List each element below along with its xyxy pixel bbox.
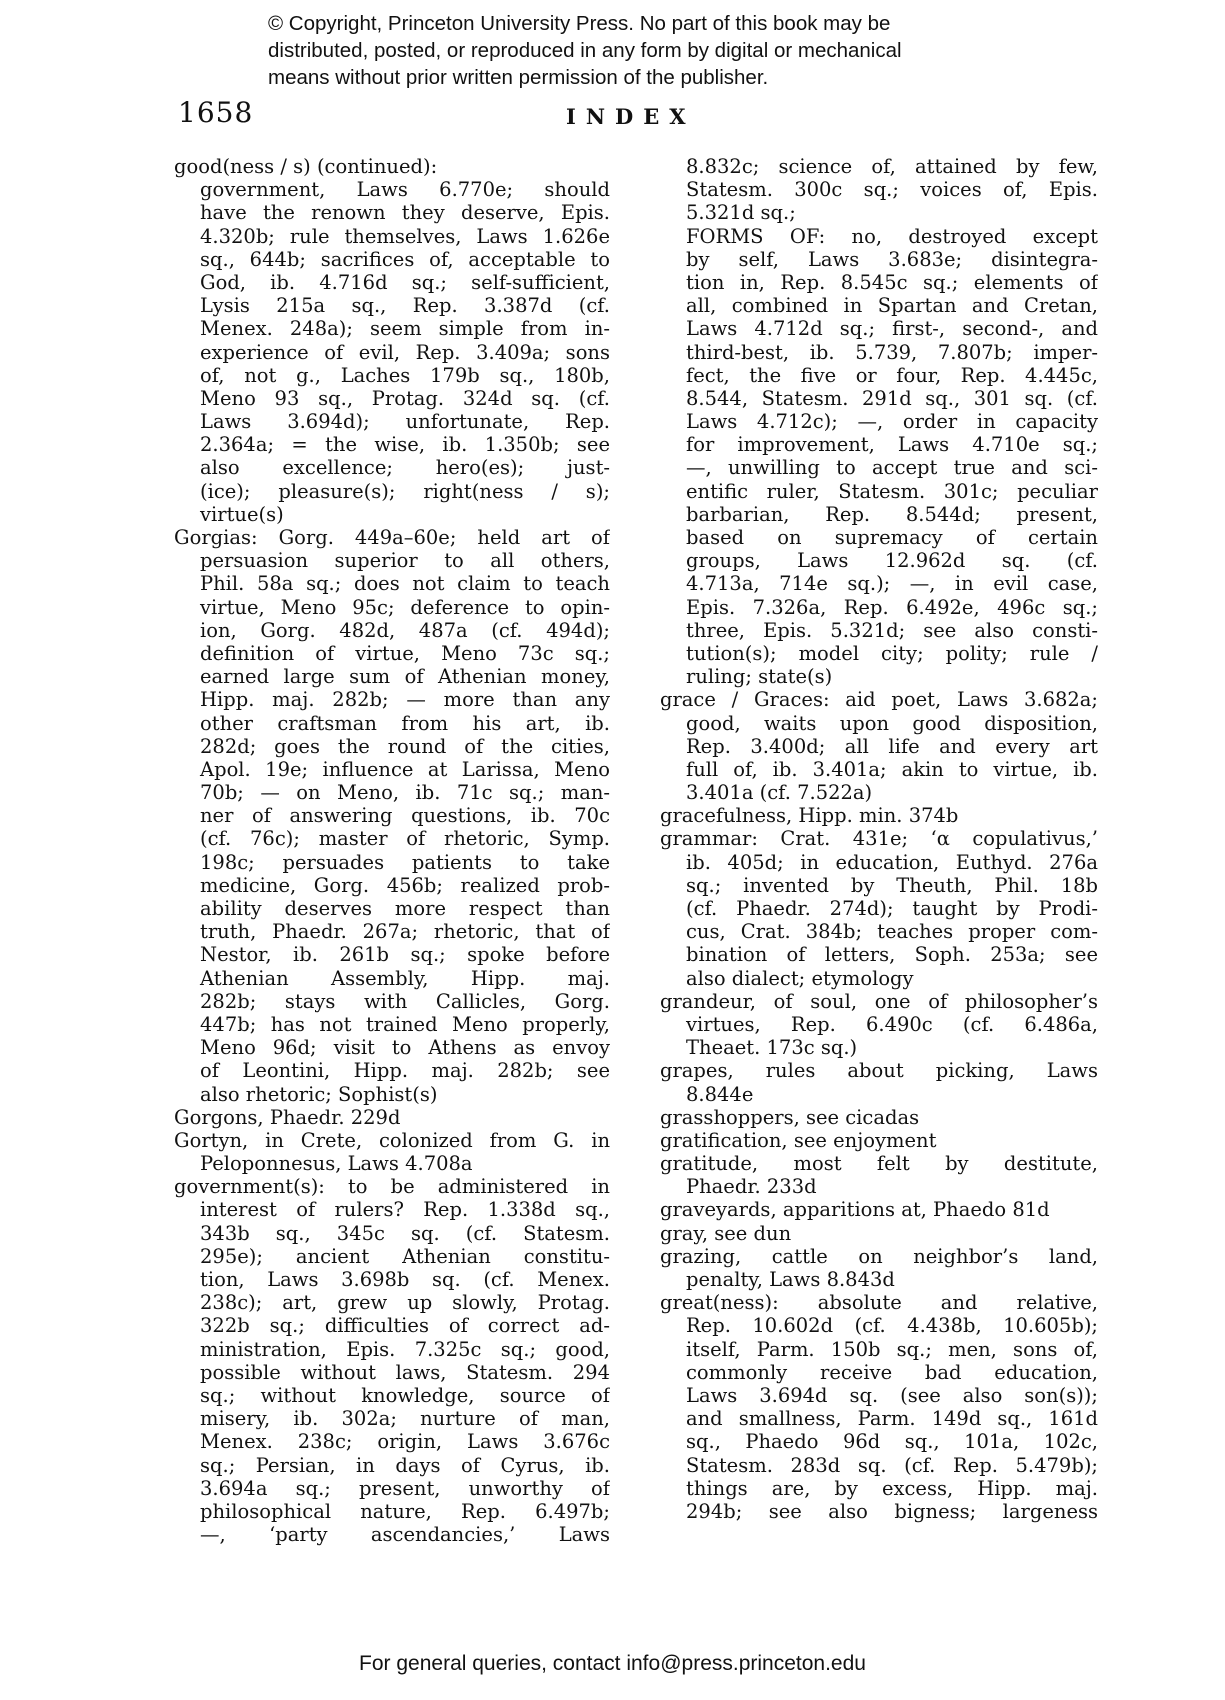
index-line: Menex. 238c; origin, Laws 3.676c [200, 1430, 610, 1454]
index-line: 295e); ancient Athenian constitu- [200, 1244, 610, 1268]
index-line: sq.; invented by Theuth, Phil. 18b [686, 873, 1098, 897]
index-line: tion in, Rep. 8.545c sq.; elements of [686, 270, 1098, 294]
index-line: also dialect; etymology [686, 966, 914, 990]
index-line: also excellence; hero(es); just- [200, 456, 610, 480]
index-line: Statesm. 300c sq.; voices of, Epis. [686, 178, 1098, 202]
index-line: things are, by excess, Hipp. maj. [686, 1476, 1098, 1500]
index-line: barbarian, Rep. 8.544d; present, [686, 502, 1098, 526]
index-line: Laws 3.694d sq. (see also son(s)); [686, 1383, 1098, 1407]
index-line: —, ‘party ascendancies,’ Laws [200, 1523, 610, 1547]
index-line: government, Laws 6.770e; should [200, 178, 610, 202]
copyright-line: © Copyright, Princeton University Press. No part of this book may be [268, 12, 891, 35]
index-line: other craftsman from his art, ib. [200, 711, 610, 735]
index-line: ion, Gorg. 482d, 487a (cf. 494d); [200, 618, 610, 642]
index-line: possible without laws, Statesm. 294 [200, 1360, 610, 1384]
index-line: sq.; Persian, in days of Cyrus, ib. [200, 1453, 610, 1477]
index-line: Epis. 7.326a, Rep. 6.492e, 496c sq.; [686, 595, 1098, 619]
index-line: misery, ib. 302a; nurture of man, [200, 1407, 610, 1431]
index-line: grapes, rules about picking, Laws [660, 1059, 1098, 1083]
copyright-line: means without prior written permission of the publisher. [268, 66, 769, 89]
index-line: itself, Parm. 150b sq.; men, sons of, [686, 1337, 1098, 1361]
index-line: Theaet. 173c sq.) [686, 1036, 858, 1060]
index-line: Peloponnesus, Laws 4.708a [200, 1152, 473, 1176]
index-line: grace / Graces: aid poet, Laws 3.682a; [660, 688, 1098, 712]
index-line: graveyards, apparitions at, Phaedo 81d [660, 1198, 1050, 1222]
index-line: —, unwilling to accept true and sci- [686, 456, 1098, 480]
index-line: virtue(s) [200, 502, 284, 526]
index-line: of, not g., Laches 179b sq., 180b, [200, 363, 610, 387]
footer-contact: For general queries, contact info@press.princeton.edu [359, 1652, 866, 1675]
index-line: interest of rulers? Rep. 1.338d sq., [200, 1198, 610, 1222]
index-line: 8.844e [686, 1082, 754, 1106]
index-line: 3.401a (cf. 7.522a) [686, 781, 873, 805]
index-line: Apol. 19e; influence at Larissa, Meno [200, 757, 610, 781]
index-line: grazing, cattle on neighbor’s land, [660, 1244, 1098, 1268]
index-line: good(ness / s) (continued): [174, 155, 438, 178]
index-column-right [660, 155, 1098, 1523]
index-line: Gorgons, Phaedr. 229d [174, 1105, 401, 1129]
index-line: Nestor, ib. 261b sq.; spoke before [200, 943, 610, 967]
index-line: fect, the five or four, Rep. 4.445c, [686, 363, 1098, 387]
index-line: Athenian Assembly, Hipp. maj. [200, 966, 610, 990]
index-line: good, waits upon good disposition, [686, 711, 1098, 735]
index-line: three, Epis. 5.321d; see also consti- [686, 618, 1098, 642]
index-line: grasshoppers, see cicadas [660, 1105, 920, 1129]
index-line: 2.364a; = the wise, ib. 1.350b; see [200, 433, 610, 457]
index-line: commonly receive bad education, [686, 1360, 1098, 1384]
index-line: ministration, Epis. 7.325c sq.; good, [200, 1337, 610, 1361]
index-line: ruling; state(s) [686, 665, 833, 689]
index-line: 322b sq.; difficulties of correct ad- [200, 1314, 610, 1338]
index-line: philosophical nature, Rep. 6.497b; [200, 1499, 610, 1523]
index-line: (ice); pleasure(s); right(ness / s); [200, 479, 610, 503]
index-line: ner of answering questions, ib. 70c [200, 804, 610, 828]
index-line: bination of letters, Soph. 253a; see [686, 943, 1098, 967]
index-line: Statesm. 283d sq. (cf. Rep. 5.479b); [686, 1453, 1098, 1477]
index-line: have the renown they deserve, Epis. [200, 201, 610, 225]
index-line: Meno 96d; visit to Athens as envoy [200, 1036, 610, 1060]
index-line: 282b; stays with Callicles, Gorg. [200, 989, 610, 1013]
index-line: Meno 93 sq., Protag. 324d sq. (cf. [200, 386, 610, 410]
index-line: 8.832c; science of, attained by few, [686, 155, 1098, 178]
index-line: grammar: Crat. 431e; ‘α copulativus,’ [660, 827, 1098, 851]
index-line: full of, ib. 3.401a; akin to virtue, ib. [686, 757, 1098, 781]
index-line: Rep. 3.400d; all life and every art [686, 734, 1098, 758]
index-line: for improvement, Laws 4.710e sq.; [686, 433, 1098, 457]
index-line: Gorgias: Gorg. 449a–60e; held art of [174, 526, 610, 549]
index-line: by self, Laws 3.683e; disintegra- [686, 247, 1098, 271]
index-line: (cf. 76c); master of rhetoric, Symp. [200, 827, 610, 851]
index-line: truth, Phaedr. 267a; rhetoric, that of [200, 920, 610, 944]
index-line: cus, Crat. 384b; teaches proper com- [686, 920, 1098, 944]
index-line: Phil. 58a sq.; does not claim to teach [200, 572, 610, 596]
index-line: penalty, Laws 8.843d [686, 1268, 895, 1291]
index-line: 8.544, Statesm. 291d sq., 301 sq. (cf. [686, 386, 1098, 410]
index-line: 70b; — on Meno, ib. 71c sq.; man- [200, 781, 610, 805]
index-line: 3.694a sq.; present, unworthy of [200, 1476, 610, 1500]
index-line: groups, Laws 12.962d sq. (cf. [686, 549, 1098, 573]
index-line: sq., 644b; sacrifices of, acceptable to [200, 247, 610, 271]
index-line: based on supremacy of certain [686, 526, 1098, 549]
index-line: definition of virtue, Meno 73c sq.; [200, 641, 610, 665]
index-line: persuasion superior to all others, [200, 549, 610, 573]
running-head: INDEX [566, 104, 696, 129]
index-line: of Leontini, Hipp. maj. 282b; see [200, 1059, 610, 1083]
copyright-line: distributed, posted, or reproduced in any form by digital or mechanical [268, 39, 902, 62]
index-line: 282d; goes the round of the cities, [200, 734, 610, 758]
index-line: gratitude, most felt by destitute, [660, 1152, 1098, 1176]
index-line: Laws 4.712d sq.; first-, second-, and [686, 317, 1098, 341]
index-line: God, ib. 4.716d sq.; self-sufficient, [200, 270, 610, 294]
index-line: entific ruler, Statesm. 301c; peculiar [686, 479, 1098, 503]
index-line: ability deserves more respect than [200, 897, 610, 920]
index-line: ib. 405d; in education, Euthyd. 276a [686, 850, 1098, 874]
index-line: virtue, Meno 95c; deference to opin- [200, 595, 610, 619]
index-line: grandeur, of soul, one of philosopher’s [660, 989, 1098, 1013]
copyright-notice [268, 10, 1028, 91]
index-line: virtues, Rep. 6.490c (cf. 6.486a, [686, 1012, 1098, 1036]
index-line: 343b sq., 345c sq. (cf. Statesm. [200, 1221, 610, 1245]
index-line: gray, see dun [660, 1221, 792, 1245]
index-line: 198c; persuades patients to take [200, 850, 610, 874]
index-line: Menex. 248a); seem simple from in- [200, 317, 610, 341]
index-column-left [174, 155, 610, 1546]
index-line: Lysis 215a sq., Rep. 3.387d (cf. [200, 294, 610, 318]
index-line: 4.320b; rule themselves, Laws 1.626e [200, 224, 610, 248]
index-line: 294b; see also bigness; largeness [686, 1499, 1098, 1523]
index-line: 238c); art, grew up slowly, Protag. [200, 1291, 610, 1315]
index-line: Hipp. maj. 282b; — more than any [200, 688, 610, 712]
index-line: Phaedr. 233d [686, 1175, 817, 1199]
index-line: gracefulness, Hipp. min. 374b [660, 804, 959, 828]
index-line: Laws 4.712c); —, order in capacity [686, 410, 1098, 434]
index-line: tion, Laws 3.698b sq. (cf. Menex. [200, 1268, 610, 1291]
index-line: (cf. Phaedr. 274d); taught by Prodi- [686, 897, 1098, 920]
index-line: earned large sum of Athenian money, [200, 665, 610, 689]
index-line: Gortyn, in Crete, colonized from G. in [174, 1128, 610, 1152]
index-line: and smallness, Parm. 149d sq., 161d [686, 1407, 1098, 1431]
index-line: 4.713a, 714e sq.); —, in evil case, [686, 572, 1098, 596]
index-line: Laws 3.694d); unfortunate, Rep. [200, 410, 610, 434]
index-line: great(ness): absolute and relative, [660, 1291, 1098, 1315]
index-line: FORMS OF: no, destroyed except [686, 224, 1098, 248]
index-line: third-best, ib. 5.739, 7.807b; imper- [686, 340, 1098, 364]
index-line: 5.321d sq.; [686, 201, 796, 225]
page-number: 1658 [178, 96, 254, 129]
index-line: sq.; without knowledge, source of [200, 1383, 610, 1407]
index-line: gratification, see enjoyment [660, 1128, 937, 1152]
index-line: 447b; has not trained Meno properly, [200, 1012, 610, 1036]
index-line: all, combined in Spartan and Cretan, [686, 294, 1098, 318]
index-line: medicine, Gorg. 456b; realized prob- [200, 873, 610, 897]
index-line: sq., Phaedo 96d sq., 101a, 102c, [686, 1430, 1098, 1454]
index-line: Rep. 10.602d (cf. 4.438b, 10.605b); [686, 1314, 1098, 1338]
index-line: also rhetoric; Sophist(s) [200, 1082, 438, 1106]
index-line: government(s): to be administered in [174, 1175, 610, 1199]
index-line: experience of evil, Rep. 3.409a; sons [200, 340, 610, 364]
index-line: tution(s); model city; polity; rule / [686, 641, 1098, 665]
